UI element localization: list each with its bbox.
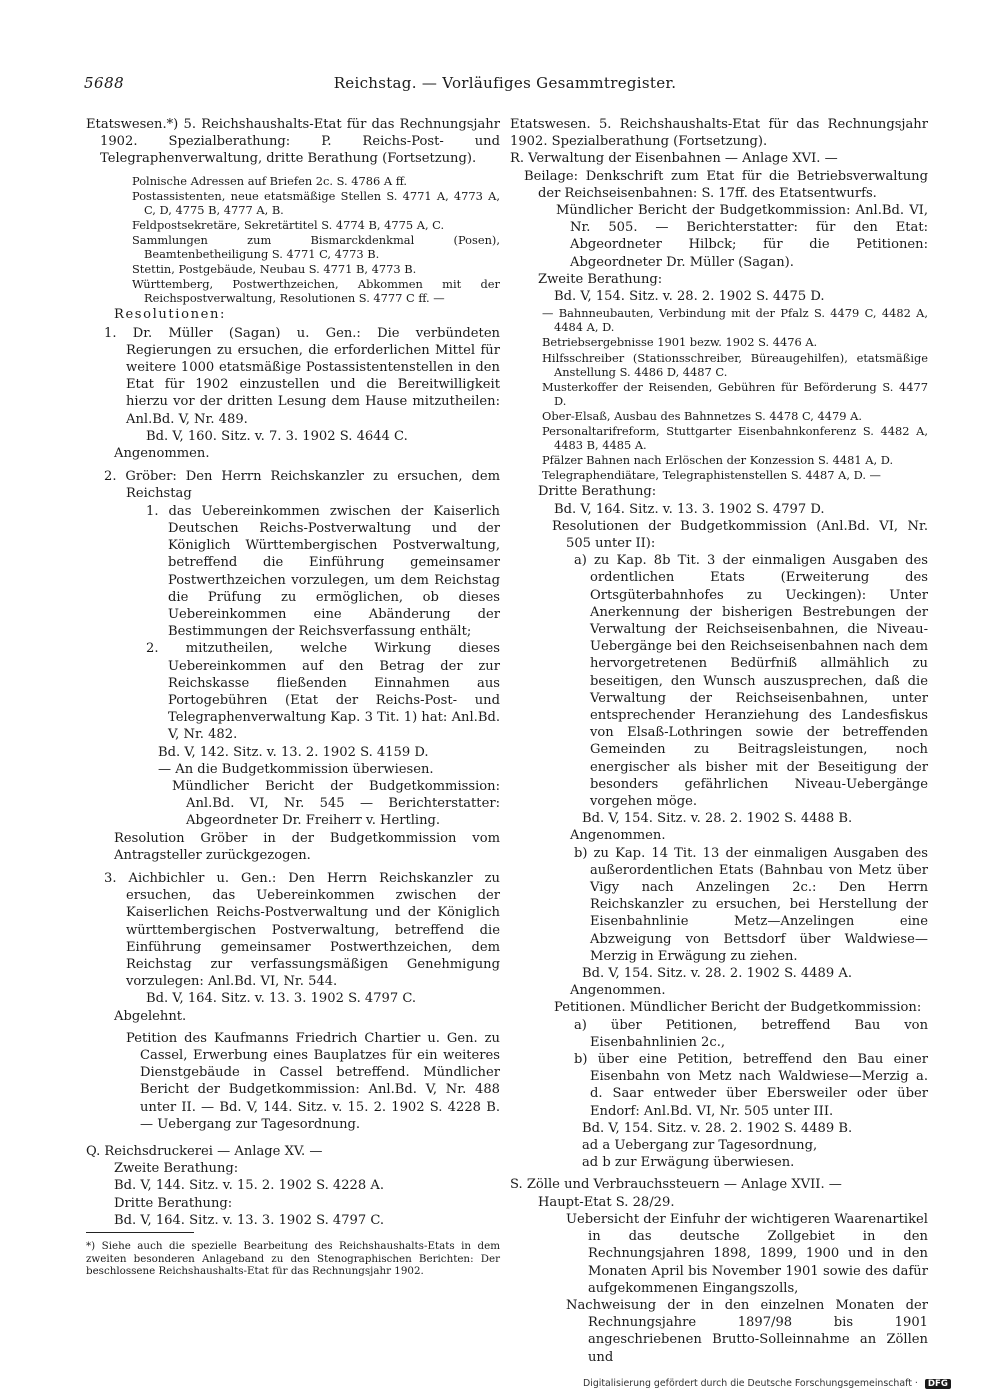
resolution-1: 1. Dr. Müller (Sagan) u. Gen.: Die verbündeten Regierungen zu ersuchen, die erforderlichen Mittel für weitere 1000 etatsmäßige Postassistentenstellen in den Etat für 1902 einzustellen und die Bereitwilligkeit hierzu vor der dritten Lesung dem Hause mitzutheilen: Anl.Bd. V, Nr. 489. (104, 325, 500, 427)
resolution-2-status: Resolution Gröber in der Budgetkommission vom Antragsteller zurückgezogen. (114, 830, 500, 863)
resolution-2-referral: — An die Budgetkommission überwiesen. (158, 761, 434, 777)
section-r-beilage: Beilage: Denkschrift zum Etat für die Betriebsverwaltung der Reichseisenbahnen: S. 17ff. des Etatsentwurfs. (524, 168, 928, 201)
section-r-heading: R. Verwaltung der Eisenbahnen — Anlage XVI. — (510, 151, 838, 167)
index-entry: Betriebsergebnisse 1901 bezw. 1902 S. 4476 A. (542, 335, 818, 350)
page-number: 5688 (84, 74, 125, 92)
section-intro-continued: Etatswesen. 5. Reichshaushalts-Etat für das Rechnungsjahr 1902. Spezialberathung (Fortsetzung). (510, 117, 928, 150)
resolution-1-status: Angenommen. (114, 446, 210, 462)
page-title: Reichstag. — Vorläufiges Gesammtregister. (333, 74, 677, 92)
right-column (510, 116, 928, 1366)
section-r-petitions-heading: Petitionen. Mündlicher Bericht der Budgetkommission: (554, 1000, 922, 1016)
section-r-resolution-b-status: Angenommen. (570, 983, 666, 999)
section-q-second-reading: Zweite Berathung: (114, 1161, 239, 1177)
section-s-item-1: Uebersicht der Einfuhr der wichtigeren Waarenartikel in das deutsche Zollgebiet in den Rechnungsjahren 1898, 1899, 1900 und in den Monaten April bis November 1901 sowie des dafür aufgekommenen Eingangszolls, (566, 1211, 928, 1296)
section-r-resolution-a-status: Angenommen. (570, 828, 666, 844)
section-r-petition-b: b) über eine Petition, betreffend den Bau einer Eisenbahn von Metz nach Waldwiese—Merzig a. d. Saar entweder über Ebersweiler oder über Endorf: Anl.Bd. VI, Nr. 505 unter III. (574, 1052, 928, 1119)
section-r-petition-a: a) über Petitionen, betreffend Bau von Eisenbahnlinien 2c., (574, 1017, 928, 1050)
section-q-third-reading-reference: Bd. V, 164. Sitz. v. 13. 3. 1902 S. 4797 C. (114, 1212, 385, 1228)
index-entry: Pfälzer Bahnen nach Erlöschen der Konzession S. 4481 A, D. (542, 453, 894, 468)
page-header (84, 74, 926, 98)
section-s-item-2: Nachweisung der in den einzelnen Monaten der Rechnungsjahre 1897/98 bis 1901 angeschriebenen Brutto-Solleinnahme an Zöllen und (566, 1297, 928, 1365)
index-entry: Polnische Adressen auf Briefen 2c. S. 4786 A ff. (132, 173, 408, 188)
section-q-third-reading: Dritte Berathung: (114, 1195, 233, 1211)
index-entry: Telegraphendiätare, Telegraphistenstellen S. 4487 A, D. — (542, 468, 881, 483)
index-entry: Personaltarifreform, Stuttgarter Eisenbahnkonferenz S. 4482 A, 4483 B, 4485 A. (542, 423, 928, 453)
index-entry: Hilfsschreiber (Stationsschreiber, Büreaugehilfen), etatsmäßige Anstellung S. 4486 D, 4487 C. (542, 350, 928, 379)
dfg-logo: DFG (925, 1379, 951, 1389)
section-r-petition-ad-b: ad b zur Erwägung überwiesen. (582, 1155, 795, 1171)
resolution-2-item-2: 2. mitzutheilen, welche Wirkung dieses Uebereinkommen auf den Betrag der zur Reichskasse fließenden Einnahmen aus Portogebühren (Etat der Reichs-Post- und Telegraphenverwaltung Kap. 3 Tit. 1) hat: Anl.Bd. V, Nr. 482. (146, 641, 500, 743)
section-q-heading: Q. Reichsdruckerei — Anlage XV. — (86, 1144, 323, 1159)
section-r-third-reading: Dritte Berathung: (538, 484, 657, 500)
footnote: *) Siehe auch die spezielle Bearbeitung des Reichshaushalts-Etats in dem zweiten besonderen Anlageband zu den Stenographischen Berichten: Der beschlossene Reichshaushalts-Etat für das Rechnungsjahr 1902. (86, 1240, 500, 1277)
credit-text: Digitalisierung gefördert durch die Deutsche Forschungsgemeinschaft · (583, 1378, 918, 1389)
section-r-second-reading: Zweite Berathung: (538, 271, 663, 287)
index-entry: Sammlungen zum Bismarckdenkmal (Posen), Beamtenbetheiligung S. 4771 C, 4773 B. (132, 232, 500, 262)
resolution-2-item-1: 1. das Uebereinkommen zwischen der Kaiserlich Deutschen Reichs-Postverwaltung und der Königlich Württembergischen Postverwaltung, betreffend die Einführung gemeinsamer Postwerthzeichen vorzulegen, um dem Reichstag die Prüfung zu ermöglichen, ob dieses Uebereinkommen eine Abänderung der Bestimmungen der Reichsverfassung enthält; (146, 503, 500, 640)
index-entry: Feldpostsekretäre, Sekretärtitel S. 4774 B, 4775 A, C. (132, 217, 445, 232)
section-r-resolution-b: b) zu Kap. 14 Tit. 13 der einmaligen Ausgaben des außerordentlichen Etats (Bahnbau von Metz über Vigy nach Anzelingen 2c.: Den Herrn Reichskanzler zu ersuchen, bei Herstellung der Eisenbahnlinie Metz—Anzelingen eine Abzweigung von Bettsdorf über Waldwiese—Merzig in Erwägung zu ziehen. (574, 845, 928, 964)
resolution-2: 2. Gröber: Den Herrn Reichskanzler zu ersuchen, dem Reichstag (104, 469, 500, 502)
digitization-credit (583, 1378, 978, 1389)
resolution-2-report: Mündlicher Bericht der Budgetkommission: Anl.Bd. VI, Nr. 545 — Berichterstatter: Abgeordneter Dr. Freiherr v. Hertling. (172, 778, 500, 829)
section-r-report: Mündlicher Bericht der Budgetkommission: Anl.Bd. VI, Nr. 505. — Berichterstatter: für den Etat: Abgeordneter Hilbck; für die Petitionen: Abgeordneter Dr. Müller (Sagan). (556, 203, 928, 270)
section-intro: Etatswesen.*) 5. Reichshaushalts-Etat für das Rechnungsjahr 1902. Spezialberathung: P. Reichs-Post- und Telegraphenverwaltung, dritte Berathung (Fortsetzung). (86, 117, 500, 167)
petition-entry: Petition des Kaufmanns Friedrich Chartier u. Gen. zu Cassel, Erwerbung eines Bauplatzes für ein weiteres Dienstgebäude in Cassel betreffend. Mündlicher Bericht der Budgetkommission: Anl.Bd. V, Nr. 488 unter II. — Bd. V, 144. Sitz. v. 15. 2. 1902 S. 4228 B. — Uebergang zur Tagesordnung. (126, 1030, 500, 1132)
index-entry: Ober-Elsaß, Ausbau des Bahnnetzes S. 4478 C, 4479 A. (542, 408, 863, 423)
index-entry: Postassistenten, neue etatsmäßige Stellen S. 4771 A, 4773 A, C, D, 4775 B, 4777 A, B. (132, 188, 500, 217)
resolution-3-status: Abgelehnt. (114, 1008, 187, 1024)
section-s-heading: S. Zölle und Verbrauchssteuern — Anlage XVII. — (510, 1177, 842, 1193)
section-r-resolutions-heading: Resolutionen der Budgetkommission (Anl.Bd. VI, Nr. 505 unter II): (552, 518, 928, 551)
index-entry: Musterkoffer der Reisenden, Gebühren für Beförderung S. 4477 D. (542, 379, 928, 408)
index-entry: — Bahnneubauten, Verbindung mit der Pfalz S. 4479 C, 4482 A, 4484 A, D. (542, 306, 928, 335)
section-r-second-reading-reference: Bd. V, 154. Sitz. v. 28. 2. 1902 S. 4475 D. (554, 289, 825, 305)
resolution-3: 3. Aichbichler u. Gen.: Den Herrn Reichskanzler zu ersuchen, das Uebereinkommen zwischen der Kaiserlichen Reichs-Postverwaltung und der Königlich württembergischen Postverwaltung, betreffend die Einführung gemeinsamer Postwerthzeichen, dem Reichstag zur verfassungsmäßigen Genehmigung vorzulegen: Anl.Bd. VI, Nr. 544. (104, 870, 500, 990)
index-entry: Stettin, Postgebäude, Neubau S. 4771 B, 4773 B. (132, 262, 417, 277)
section-s-haupt-etat: Haupt-Etat S. 28/29. (538, 1194, 675, 1210)
resolution-1-reference: Bd. V, 160. Sitz. v. 7. 3. 1902 S. 4644 C. (146, 428, 408, 444)
index-entry: Württemberg, Postwerthzeichen, Abkommen mit der Reichspostverwaltung, Resolutionen S. 4777 C ff. — (132, 277, 500, 306)
section-q-second-reading-reference: Bd. V, 144. Sitz. v. 15. 2. 1902 S. 4228 A. (114, 1178, 384, 1194)
resolution-2-reference: Bd. V, 142. Sitz. v. 13. 2. 1902 S. 4159 D. (158, 744, 429, 760)
section-r-third-reading-reference: Bd. V, 164. Sitz. v. 13. 3. 1902 S. 4797 D. (554, 501, 825, 517)
resolution-3-reference: Bd. V, 164. Sitz. v. 13. 3. 1902 S. 4797 C. (146, 991, 417, 1007)
footnote-rule (86, 1232, 194, 1233)
resolutions-heading: Resolutionen: (114, 307, 226, 323)
section-r-petition-ad-a: ad a Uebergang zur Tagesordnung, (582, 1138, 818, 1154)
section-r-resolution-a-reference: Bd. V, 154. Sitz. v. 28. 2. 1902 S. 4488 B. (582, 811, 853, 827)
section-r-petition-reference: Bd. V, 154. Sitz. v. 28. 2. 1902 S. 4489 B. (582, 1120, 853, 1136)
left-column (86, 116, 500, 1229)
section-r-resolution-b-reference: Bd. V, 154. Sitz. v. 28. 2. 1902 S. 4489 A. (582, 966, 852, 982)
section-r-resolution-a: a) zu Kap. 8b Tit. 3 der einmaligen Ausgaben des ordentlichen Etats (Erweiterung des Ortsgüterbahnhofes zu Ueckingen): Unter Anerkennung der bisherigen Bestrebungen der Verwaltung der Reichseisenbahnen, die Niveau-Uebergänge bei den Reichseisenbahnen nach dem hervorgetretenen Bedürfniß allmählich zu beseitigen, den Wunsch auszusprechen, daß die Verwaltung der Reichseisenbahnen, unter entsprechender Heranziehung des Landesfiskus von Elsaß-Lothringen sowie der betreffenden Gemeinden zu Beitragsleistungen, noch energischer als bisher mit der Beseitigung der besonders gefährlichen Niveau-Uebergänge vorgehen möge. (574, 553, 928, 810)
